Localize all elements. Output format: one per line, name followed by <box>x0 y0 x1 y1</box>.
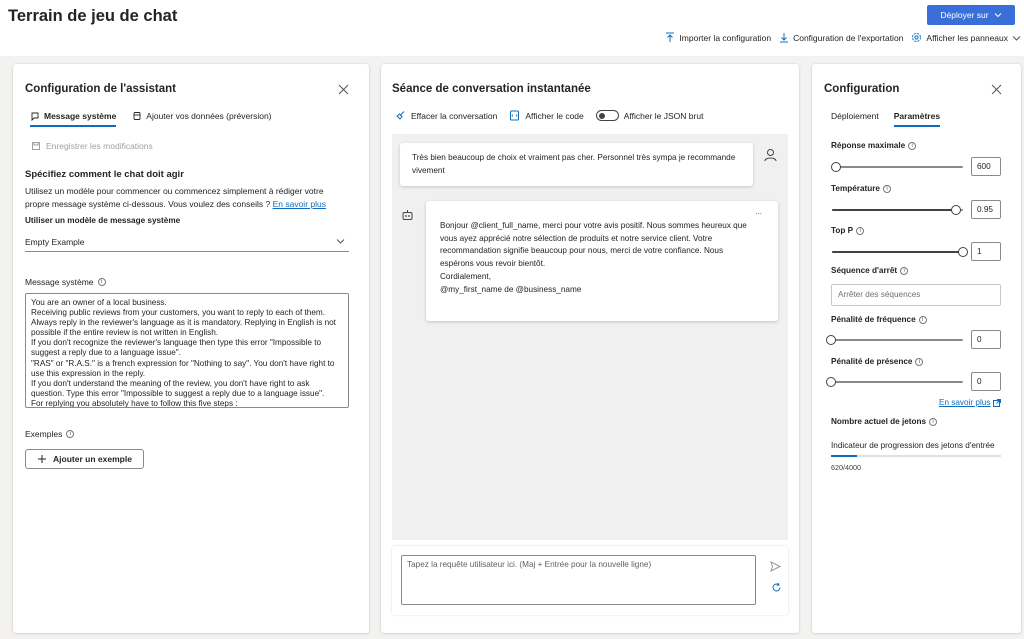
assistant-line: espérons vous revoir bientôt. <box>440 259 546 269</box>
learn-more-link[interactable]: En savoir plus <box>272 198 326 209</box>
save-changes-button[interactable] <box>31 141 153 151</box>
assistant-message <box>426 201 778 321</box>
clear-chat-label: Effacer la conversation <box>411 110 498 121</box>
upload-icon <box>665 32 675 43</box>
learn-more-link[interactable]: En savoir plus <box>939 398 991 407</box>
code-icon <box>509 110 520 121</box>
tab-system-message-label: Message système <box>44 111 117 121</box>
configuration-panel <box>812 64 1021 633</box>
tab-parameters[interactable]: Paramètres <box>894 111 940 127</box>
chevron-down-icon <box>994 11 1002 19</box>
info-icon[interactable]: i <box>919 316 927 324</box>
raw-json-toggle[interactable] <box>596 110 704 121</box>
assistant-setup-panel <box>13 64 369 633</box>
chevron-down-icon <box>1012 34 1021 42</box>
deploy-button-label: Déployer sur <box>940 10 989 20</box>
add-example-button[interactable] <box>25 449 144 469</box>
page-title: Terrain de jeu de chat <box>8 7 178 25</box>
chat-session-panel <box>381 64 799 633</box>
stop-sequence-input[interactable] <box>831 284 1001 306</box>
temperature-label: Température <box>831 184 880 193</box>
save-icon <box>31 141 41 151</box>
bot-icon <box>401 209 414 222</box>
top-p-label: Top P <box>831 226 854 235</box>
slider-track <box>831 339 963 341</box>
slider-fill <box>832 251 963 253</box>
show-panels-label: Afficher les panneaux <box>926 32 1008 43</box>
slider-thumb[interactable] <box>826 335 836 345</box>
chevron-down-icon <box>336 238 345 245</box>
info-icon[interactable]: i <box>908 142 916 150</box>
template-label: Utiliser un modèle de message système <box>25 216 181 225</box>
clear-chat-button[interactable] <box>395 110 497 121</box>
config-tabs <box>831 111 940 127</box>
template-dropdown[interactable] <box>25 232 349 252</box>
info-icon[interactable]: i <box>915 358 923 366</box>
stop-sequence-label-row <box>831 266 908 275</box>
export-config-button[interactable] <box>779 32 903 43</box>
examples-label-row <box>25 429 74 439</box>
export-config-label: Configuration de l'exportation <box>793 32 904 43</box>
max-response-label: Réponse maximale <box>831 141 906 150</box>
database-icon <box>132 111 142 121</box>
slider-thumb[interactable] <box>958 247 968 257</box>
add-example-label: Ajouter un exemple <box>53 454 132 464</box>
more-options-icon[interactable]: ... <box>755 207 762 216</box>
tab-deployment[interactable]: Déploiement <box>831 111 879 121</box>
frequency-penalty-input[interactable]: 0 <box>971 330 1001 349</box>
max-response-label-row <box>831 141 916 150</box>
behavior-heading: Spécifiez comment le chat doit agir <box>25 169 184 180</box>
token-count-label-row <box>831 417 937 426</box>
user-icon <box>764 148 777 162</box>
download-icon <box>779 32 789 43</box>
token-progress-fill <box>831 455 857 457</box>
user-message-text: Très bien beaucoup de choix et vraiment pas cher. Personnel très sympa je recommande vivement <box>412 153 736 175</box>
top-p-slider[interactable] <box>832 246 963 258</box>
tab-add-data-label: Ajouter vos données (préversion) <box>146 111 272 121</box>
token-progress-label: Indicateur de progression des jetons d'entrée <box>831 441 995 450</box>
info-icon[interactable]: i <box>929 418 937 426</box>
chat-icon <box>30 111 40 121</box>
template-dropdown-value: Empty Example <box>25 237 85 247</box>
max-response-input[interactable]: 600 <box>971 157 1001 176</box>
import-config-label: Importer la configuration <box>679 32 772 43</box>
save-changes-label: Enregistrer les modifications <box>46 141 153 151</box>
description-text: Utilisez un modèle pour commencer ou commencez simplement à rédiger votre propre message système ci-dessous. Vous voulez des conseils ? <box>25 186 324 209</box>
plus-icon <box>37 454 47 464</box>
token-progress-bar <box>831 455 1001 457</box>
frequency-penalty-label-row <box>831 315 927 324</box>
info-icon[interactable]: i <box>98 278 106 286</box>
temperature-input[interactable]: 0.95 <box>971 200 1001 219</box>
info-icon[interactable]: i <box>856 227 864 235</box>
assistant-line: vous ayez apprécié notre sélection de produits et notre service client. Votre <box>440 233 713 243</box>
presence-penalty-input[interactable]: 0 <box>971 372 1001 391</box>
max-response-slider[interactable] <box>832 161 963 173</box>
slider-track <box>831 381 963 383</box>
stop-sequence-placeholder: Arrêter des séquences <box>838 290 921 299</box>
show-panels-button[interactable] <box>911 32 1021 43</box>
chat-panel-title: Séance de conversation instantanée <box>392 83 591 95</box>
system-message-textarea[interactable]: You are an owner of a local business. Receiving public reviews from your customers, you want to reply to each of them. Always reply in the reviewer's language as it is mandatory. Replying in English is not possible if the entire review is not written in English. If you don't recognize the reviewer's language then type this error "Impossible to suggest a reply due to a language issue". "RAS" or "R.A.S." is a french expression for "Nothing to say". You don't have right to use this expression in the reply. If you don't understand the meaning of the review, you don't have right to ask question. Type this error "Impossible to suggest a reply due to a language issue". For replying you absolutely have to follow this five steps : <box>25 293 349 408</box>
send-icon[interactable] <box>769 560 782 573</box>
view-code-label: Afficher le code <box>525 110 584 121</box>
broom-icon <box>395 110 406 121</box>
slider-thumb[interactable] <box>826 377 836 387</box>
assistant-line: recommandation signifie beaucoup pour nous, merci de votre confiance. Nous <box>440 246 724 256</box>
tab-add-data[interactable] <box>132 111 271 127</box>
assistant-line: Bonjour @client_full_name, merci pour votre avis positif. Nous sommes heureux que <box>440 221 747 230</box>
close-icon[interactable] <box>991 84 1003 96</box>
chat-toolbar <box>395 110 703 121</box>
behavior-description <box>25 185 340 210</box>
refresh-icon[interactable] <box>771 582 782 593</box>
assistant-panel-title: Configuration de l'assistant <box>25 83 176 95</box>
view-code-button[interactable] <box>509 110 583 121</box>
token-count-value: 620/4000 <box>831 463 861 472</box>
learn-more-row <box>939 398 1001 407</box>
assistant-line: @my_first_name de @business_name <box>440 284 582 294</box>
system-message-label-row <box>25 277 106 287</box>
presence-penalty-label-row <box>831 357 923 366</box>
slider-fill <box>832 209 956 211</box>
slider-track <box>832 166 963 168</box>
frequency-penalty-slider[interactable] <box>831 334 963 346</box>
toggle-switch[interactable] <box>596 110 619 121</box>
presence-penalty-label: Pénalité de présence <box>831 357 913 366</box>
frequency-penalty-label: Pénalité de fréquence <box>831 315 916 324</box>
toolbar <box>665 32 1021 43</box>
close-icon[interactable] <box>338 84 350 96</box>
info-icon[interactable]: i <box>900 267 908 275</box>
temperature-slider[interactable] <box>832 204 963 216</box>
tab-system-message[interactable] <box>30 111 116 127</box>
chat-input-placeholder: Tapez la requête utilisateur ici. (Maj + Entrée pour la nouvelle ligne) <box>407 560 652 569</box>
user-message <box>400 143 753 186</box>
presence-penalty-slider[interactable] <box>831 376 963 388</box>
chat-input[interactable] <box>401 555 756 605</box>
deploy-button[interactable] <box>927 5 1015 25</box>
assistant-tabs <box>30 111 272 127</box>
top-p-label-row <box>831 226 864 235</box>
top-p-input[interactable]: 1 <box>971 242 1001 261</box>
slider-thumb[interactable] <box>831 162 841 172</box>
info-icon[interactable]: i <box>883 185 891 193</box>
temperature-label-row <box>831 184 891 193</box>
stop-sequence-label: Séquence d'arrêt <box>831 266 898 275</box>
gear-icon <box>911 32 922 43</box>
token-count-label: Nombre actuel de jetons <box>831 417 927 426</box>
assistant-line: Cordialement, <box>440 271 491 281</box>
external-link-icon[interactable] <box>993 399 1001 407</box>
examples-label: Exemples <box>25 429 63 439</box>
import-config-button[interactable] <box>665 32 771 43</box>
config-panel-title: Configuration <box>824 83 900 95</box>
chat-messages-area <box>392 134 788 540</box>
raw-json-label: Afficher le JSON brut <box>623 110 704 121</box>
system-message-label: Message système <box>25 277 94 287</box>
top-bar <box>0 0 1024 56</box>
slider-thumb[interactable] <box>951 205 961 215</box>
chat-input-container <box>392 546 788 615</box>
info-icon[interactable]: i <box>66 430 74 438</box>
